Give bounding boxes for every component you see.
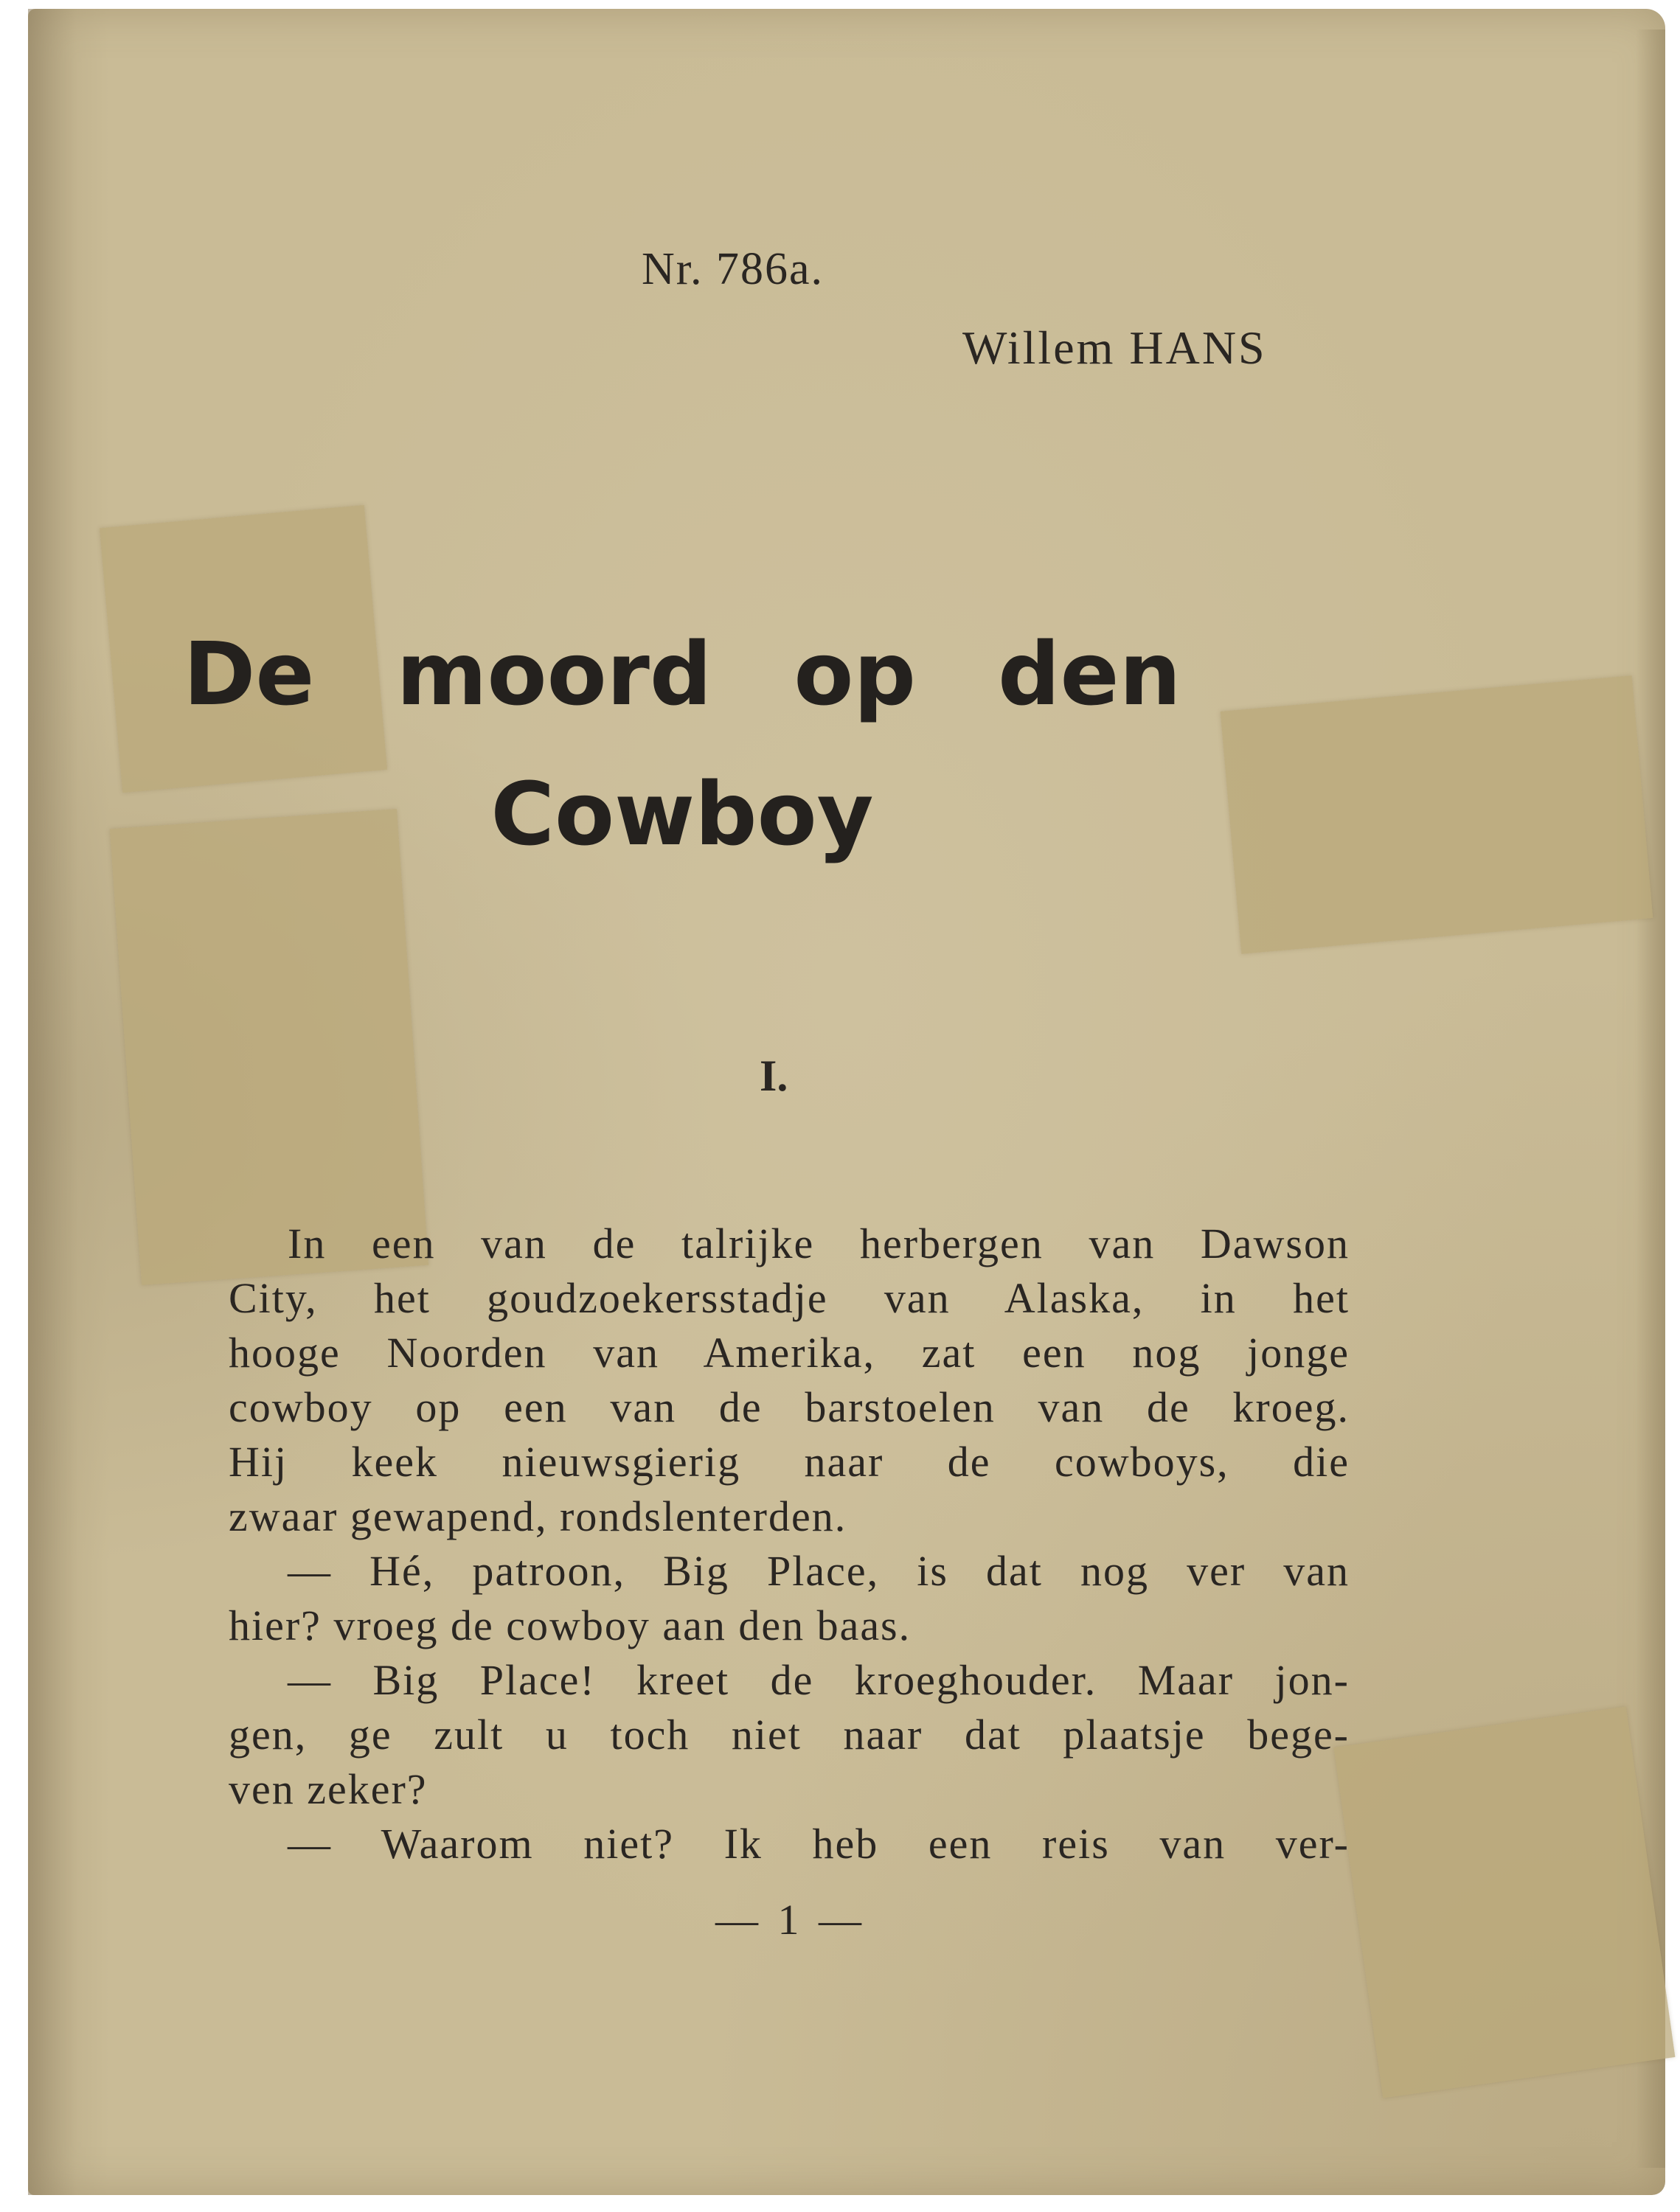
text-line: cowboy op een van de barstoelen van de kroeg. <box>229 1383 1350 1431</box>
page-number: — 1 — <box>715 1896 866 1944</box>
text-line: ven zeker? <box>229 1765 428 1813</box>
body-text <box>229 1217 1350 1871</box>
text-line: — Waarom niet? Ik heb een reis van ver- <box>288 1820 1350 1868</box>
tape-patch <box>1334 1707 1676 2098</box>
text-line: City, het goudzoekersstadje van Alaska, in het <box>229 1274 1350 1322</box>
book-spine-shadow <box>28 9 109 2195</box>
text-line: — Hé, patroon, Big Place, is dat nog ver van <box>288 1547 1350 1595</box>
text-line: Hij keek nieuwsgierig naar de cowboys, die <box>229 1438 1350 1486</box>
text-line: In een van de talrijke herbergen van Dawson <box>288 1220 1350 1267</box>
tape-patch <box>110 809 428 1285</box>
text-line: hooge Noorden van Amerika, zat een nog jonge <box>229 1329 1350 1377</box>
author-name: Willem HANS <box>962 321 1267 374</box>
text-line: zwaar gewapend, rondslenterden. <box>229 1492 847 1540</box>
title-line-1: De moord op den <box>183 623 1181 725</box>
text-line: hier? vroeg de cowboy aan den baas. <box>229 1601 912 1649</box>
chapter-heading: I. <box>760 1051 788 1100</box>
title-line-2: Cowboy <box>490 763 874 865</box>
text-line: gen, ge zult u toch niet naar dat plaatsje bege- <box>229 1711 1350 1759</box>
issue-number: Nr. 786a. <box>642 244 825 294</box>
text-line: — Big Place! kreet de kroeghouder. Maar jon- <box>288 1656 1350 1704</box>
